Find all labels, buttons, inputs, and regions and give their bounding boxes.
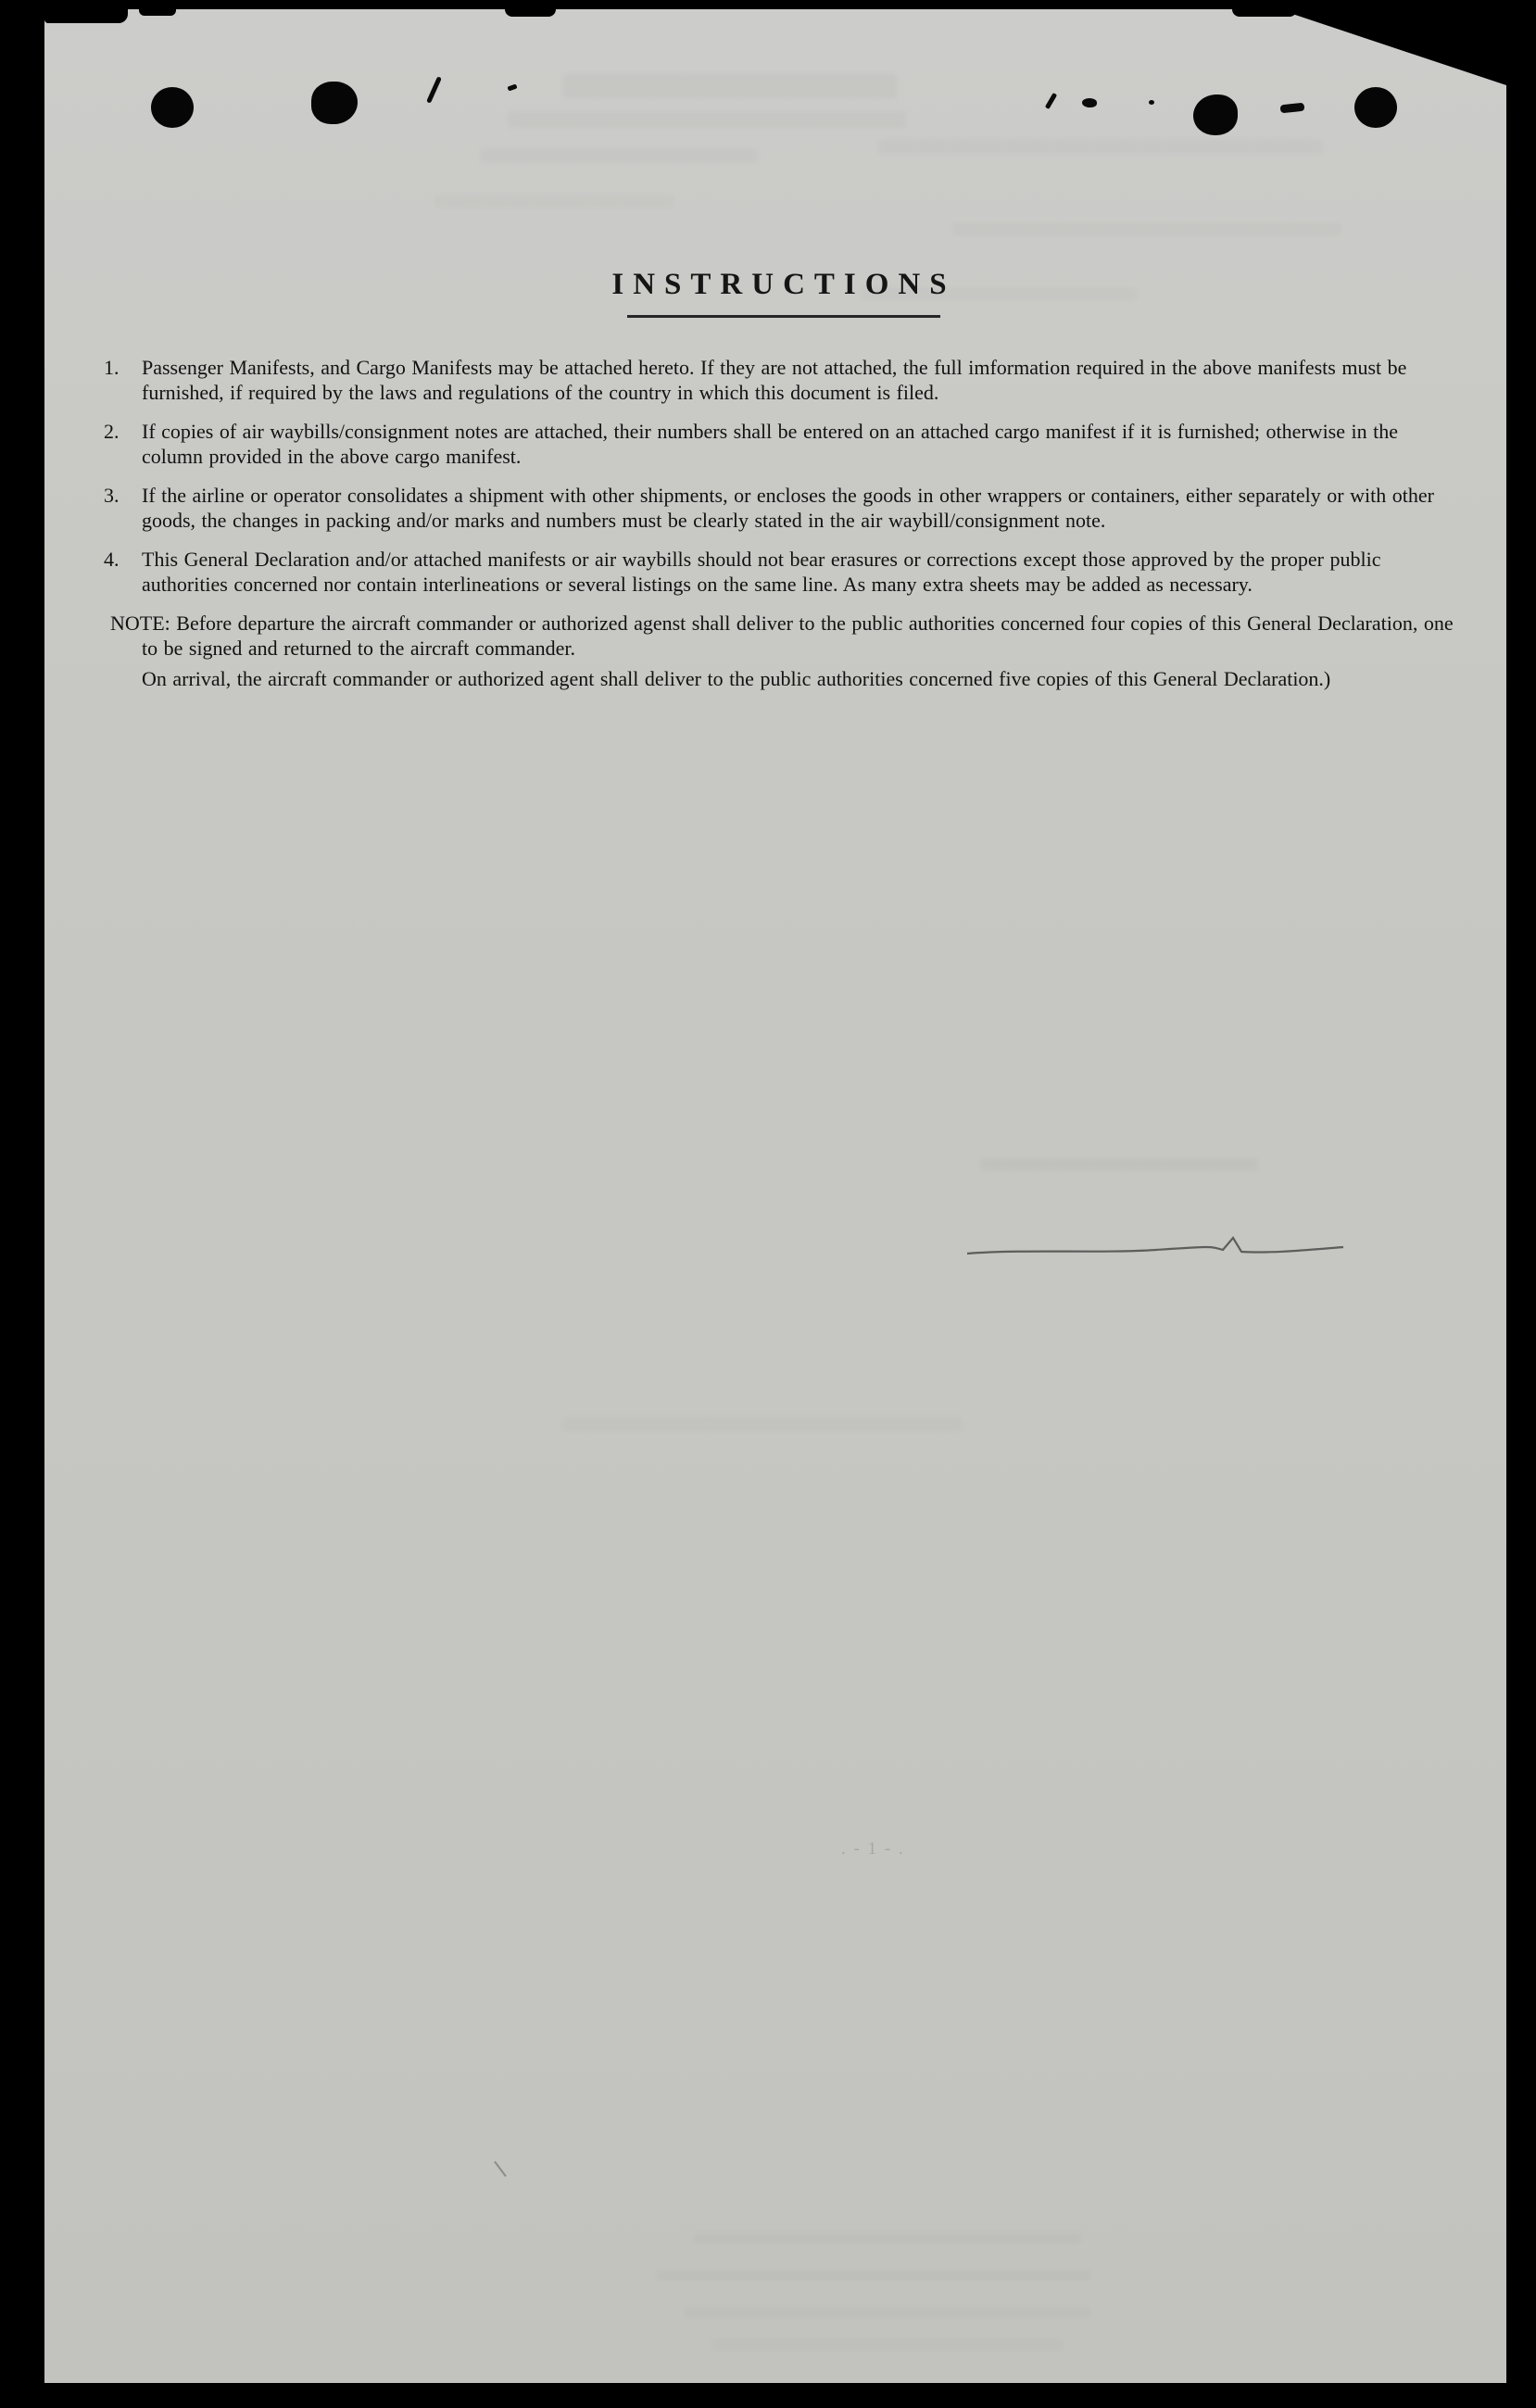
note-label: NOTE: bbox=[110, 611, 170, 635]
torn-edge bbox=[1232, 7, 1297, 17]
ghost-page-number: . - 1 - . bbox=[841, 1839, 905, 1859]
torn-edge bbox=[505, 7, 556, 17]
bleed-smudge bbox=[711, 2339, 1064, 2351]
pen-mark bbox=[1082, 98, 1097, 107]
list-item bbox=[104, 483, 1464, 533]
page-title: INSTRUCTIONS bbox=[611, 268, 956, 301]
list-item bbox=[104, 547, 1464, 597]
bleed-smudge bbox=[656, 2270, 1091, 2281]
list-item bbox=[104, 355, 1464, 405]
paper-sheet bbox=[44, 9, 1506, 2383]
pen-scribble bbox=[962, 1225, 1351, 1271]
item-text: If the airline or operator consolidates a shipment with other shipments, or encloses the goods in other wrappers or containers, either separately or with other goods, the changes in packing and/or marks and numbers must be clearly stated in the air waybill/consignment note. bbox=[142, 484, 1434, 532]
torn-edge bbox=[139, 7, 176, 16]
bleed-smudge bbox=[980, 1158, 1258, 1171]
list-item bbox=[104, 419, 1464, 469]
note-text: Before departure the aircraft commander or authorized agenst shall deliver to the public authorities concerned four copies of this General Declaration, one to be signed and returned to the aircraft commander. bbox=[142, 611, 1454, 660]
punch-hole bbox=[151, 87, 194, 128]
item-text: Passenger Manifests, and Cargo Manifests may be attached hereto. If they are not attached, the full imformation required in the above manifests must be furnished, if required by the laws and regulations of the country in which this document is filed. bbox=[142, 356, 1407, 404]
item-text: This General Declaration and/or attached manifests or air waybills should not bear erasures or corrections except those approved by the proper public authorities concerned nor contain interlineations or several listings on the same line. As many extra sheets may be added as necessary. bbox=[142, 548, 1381, 596]
pen-mark bbox=[489, 2154, 517, 2182]
punch-hole bbox=[1354, 87, 1397, 128]
bleed-smudge bbox=[693, 2233, 1082, 2244]
pen-mark bbox=[1149, 100, 1154, 105]
item-number: 1. bbox=[104, 356, 120, 379]
item-number: 2. bbox=[104, 420, 120, 443]
item-text: If copies of air waybills/consignment notes are attached, their numbers shall be entered on an attached cargo manifest if it is furnished; otherwise in the column provided in the above cargo manifest. bbox=[142, 420, 1398, 468]
document-content bbox=[104, 9, 1464, 691]
torn-edge bbox=[44, 9, 128, 23]
ink-blob bbox=[1193, 95, 1238, 135]
note-paragraph bbox=[104, 611, 1464, 661]
item-number: 4. bbox=[104, 548, 120, 571]
bleed-smudge bbox=[684, 2307, 1091, 2318]
bleed-smudge bbox=[563, 1418, 962, 1431]
item-number: 3. bbox=[104, 484, 120, 507]
title-underline bbox=[627, 315, 940, 318]
note-paragraph-2: On arrival, the aircraft commander or authorized agent shall deliver to the public authorities concerned five copies of this General Declaration.) bbox=[142, 667, 1331, 690]
instruction-list bbox=[104, 355, 1464, 691]
